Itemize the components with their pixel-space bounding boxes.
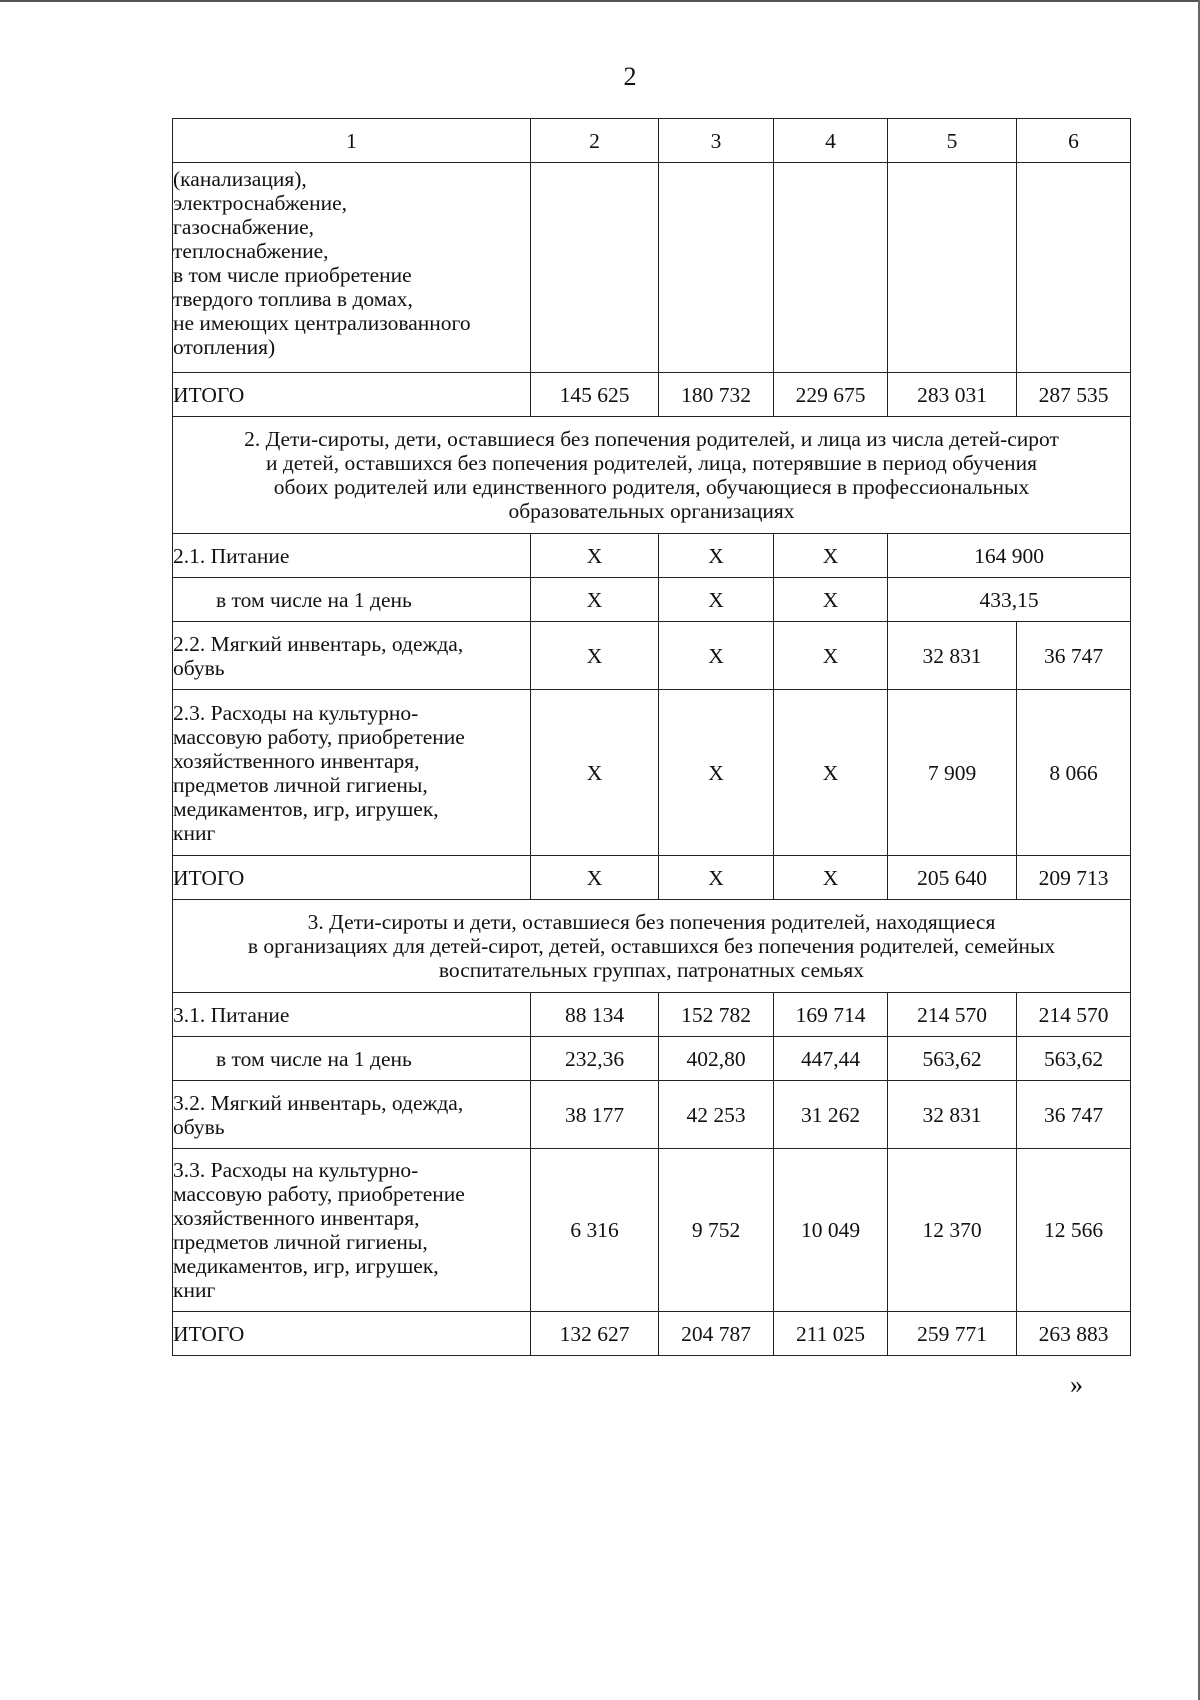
value-cell: 180 732 [659,373,774,417]
value-cell: X [659,622,774,690]
value-cell: 152 782 [659,993,774,1037]
value-cell: 32 831 [888,1081,1017,1149]
table-row [173,578,1131,622]
row-label: ИТОГО [173,373,531,417]
row-label: ИТОГО [173,856,531,900]
value-cell: 205 640 [888,856,1017,900]
empty-cell [774,163,888,373]
value-cell: 283 031 [888,373,1017,417]
value-cell: 263 883 [1017,1312,1131,1356]
value-cell: X [774,622,888,690]
value-cell: 88 134 [531,993,659,1037]
empty-cell [1017,163,1131,373]
page-number: 2 [623,62,637,91]
column-number: 2 [531,119,659,163]
value-cell: 12 566 [1017,1149,1131,1312]
value-cell: X [531,534,659,578]
value-cell: 232,36 [531,1037,659,1081]
value-cell: 10 049 [774,1149,888,1312]
value-cell: 211 025 [774,1312,888,1356]
expenditure-table [172,118,1131,1356]
value-cell: 259 771 [888,1312,1017,1356]
value-cell: 209 713 [1017,856,1131,900]
closing-quote-mark: » [1070,1370,1083,1399]
column-number: 6 [1017,119,1131,163]
value-cell: 447,44 [774,1037,888,1081]
table-row [173,163,1131,373]
value-cell: X [659,690,774,856]
scan-edge-top [0,0,1200,2]
row-label: в том числе на 1 день [173,1037,531,1081]
total-row [173,373,1131,417]
value-cell: X [774,856,888,900]
row-label: 2.1. Питание [173,534,531,578]
row-label: 3.3. Расходы на культурно- массовую работу, приобретение хозяйственного инвентаря, предметов личной гигиены, медикаментов, игр, игрушек, книг [173,1149,531,1312]
section-heading: 3. Дети-сироты и дети, оставшиеся без попечения родителей, находящиеся в организациях для детей-сирот, детей, оставшихся без попечения родителей, семейных воспитательных группах, патронатных семьях [173,900,1131,993]
row-label: в том числе на 1 день [173,578,531,622]
column-number: 1 [173,119,531,163]
value-cell: 38 177 [531,1081,659,1149]
table-row [173,993,1131,1037]
row-label: 2.3. Расходы на культурно- массовую работу, приобретение хозяйственного инвентаря, предметов личной гигиены, медикаментов, игр, игрушек, книг [173,690,531,856]
value-cell: X [659,534,774,578]
value-cell: X [531,578,659,622]
row-label: (канализация), электроснабжение, газоснабжение, теплоснабжение, в том числе приобретение твердого топлива в домах, не имеющих централизованного отопления) [173,163,531,373]
value-cell: 32 831 [888,622,1017,690]
value-cell: 204 787 [659,1312,774,1356]
value-cell: X [774,578,888,622]
merged-value-cell: 433,15 [888,578,1131,622]
column-number: 4 [774,119,888,163]
total-row [173,856,1131,900]
value-cell: 214 570 [888,993,1017,1037]
empty-cell [888,163,1017,373]
table-row [173,1037,1131,1081]
total-row [173,1312,1131,1356]
value-cell: 12 370 [888,1149,1017,1312]
value-cell: 169 714 [774,993,888,1037]
value-cell: 229 675 [774,373,888,417]
value-cell: 42 253 [659,1081,774,1149]
value-cell: X [659,578,774,622]
value-cell: 402,80 [659,1037,774,1081]
section-heading: 2. Дети-сироты, дети, оставшиеся без попечения родителей, и лица из числа детей-сирот и детей, оставшихся без попечения родителей, лица, потерявшие в период обучения обоих родителей или единственного родителя, обучающиеся в профессиональных образовательных организациях [173,417,1131,534]
row-label: ИТОГО [173,1312,531,1356]
row-label: 2.2. Мягкий инвентарь, одежда, обувь [173,622,531,690]
table-row [173,1081,1131,1149]
value-cell: 145 625 [531,373,659,417]
row-label: 3.1. Питание [173,993,531,1037]
column-number-row [173,119,1131,163]
value-cell: 6 316 [531,1149,659,1312]
value-cell: X [659,856,774,900]
value-cell: 36 747 [1017,1081,1131,1149]
column-number: 3 [659,119,774,163]
value-cell: X [531,690,659,856]
empty-cell [531,163,659,373]
value-cell: 132 627 [531,1312,659,1356]
table-row [173,622,1131,690]
row-label: 3.2. Мягкий инвентарь, одежда, обувь [173,1081,531,1149]
section-heading-row [173,900,1131,993]
value-cell: 8 066 [1017,690,1131,856]
value-cell: X [531,856,659,900]
value-cell: 563,62 [1017,1037,1131,1081]
value-cell: X [774,534,888,578]
value-cell: 563,62 [888,1037,1017,1081]
merged-value-cell: 164 900 [888,534,1131,578]
table-row [173,1149,1131,1312]
value-cell: X [531,622,659,690]
section-heading-row [173,417,1131,534]
value-cell: 9 752 [659,1149,774,1312]
value-cell: X [774,690,888,856]
value-cell: 287 535 [1017,373,1131,417]
value-cell: 31 262 [774,1081,888,1149]
value-cell: 7 909 [888,690,1017,856]
value-cell: 36 747 [1017,622,1131,690]
table-row [173,690,1131,856]
column-number: 5 [888,119,1017,163]
empty-cell [659,163,774,373]
value-cell: 214 570 [1017,993,1131,1037]
table-row [173,534,1131,578]
